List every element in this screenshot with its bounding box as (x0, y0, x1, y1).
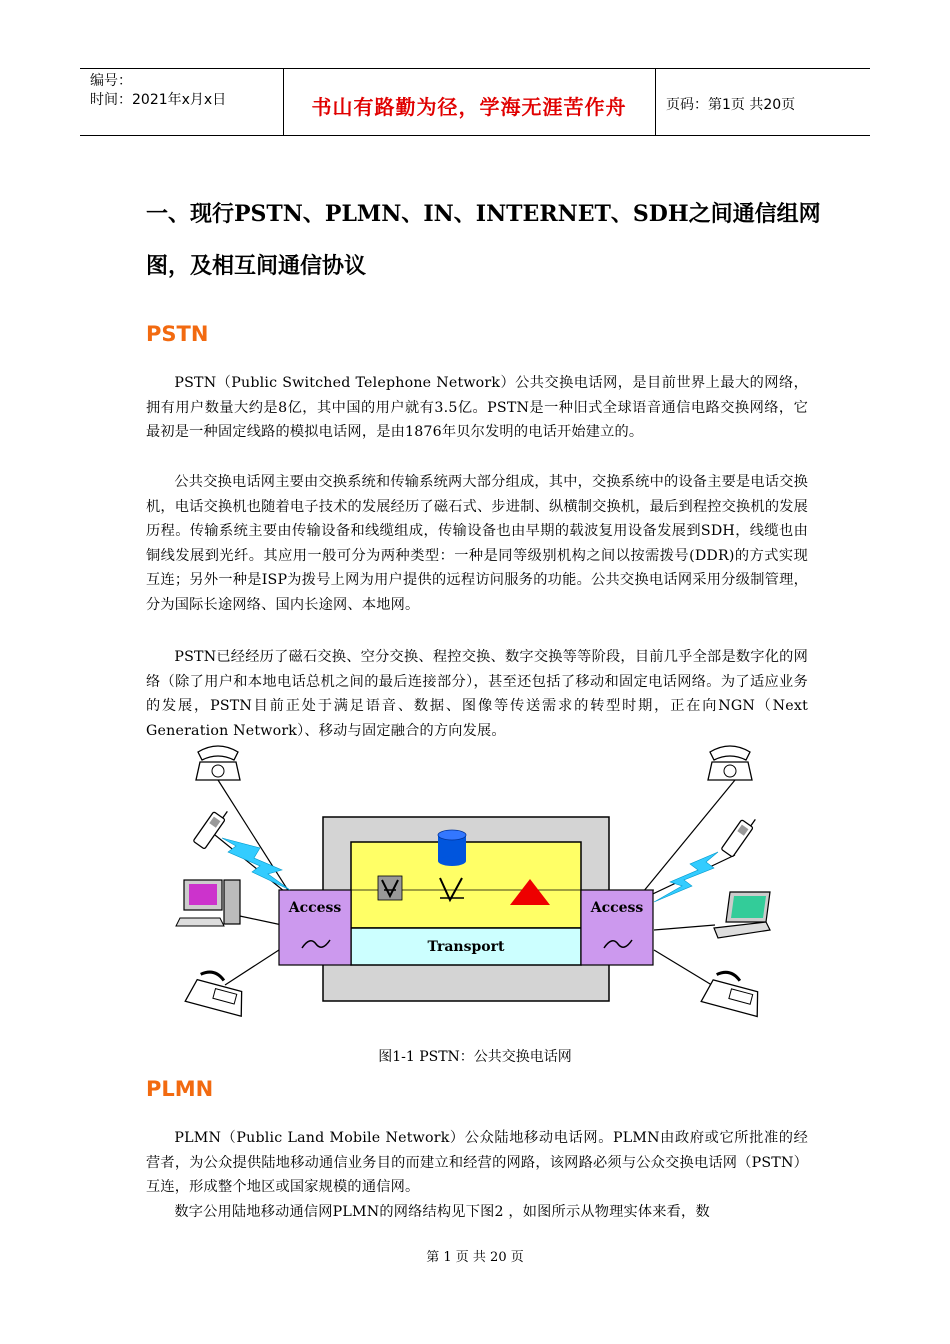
switch-icon (378, 876, 402, 900)
header-number-label: 编号： (90, 73, 132, 89)
pstn-paragraph-2: 公共交换电话网主要由交换系统和传输系统两大部分组成，其中，交换系统中的设备主要是电话交换机，电话交换机也随着电子技术的发展经历了磁石式、步进制、纵横制交换机，最后到程控交换机的发展历程。传输系统主要由传输设备和线缆组成，传输设备也由早期的载波复用设备发展到SDH，线缆也由铜线发展到光纤。其应用一般可分为两种类型：一种是同等级别机构之间以按需拨号(DDR)的方式实现互连；另外一种是ISP为拨号上网为用户提供的远程访问服务的功能。公共交换电话网采用分级制管理，分为国际长途网络、国内长途网、本地网。 (146, 474, 808, 613)
mobile-phone-icon-right (721, 813, 758, 857)
plmn-paragraph-2: 数字公用陆地移动通信网PLMN的网络结构见下图2 ，如图所示从物理实体来看，数 (174, 1204, 710, 1220)
header-page-cell (656, 69, 870, 135)
pstn-paragraph-1: PSTN（Public Switched Telephone Network）公共交换电话网，是目前世界上最大的网络，拥有用户数量大约是8亿，其中国的用户就有3.5亿。PSTN是一种旧式全球语音通信电路交换网络，它最初是一种固定线路的模拟电话网，是由1876年贝尔发明的电话开始建立的。 (146, 375, 808, 441)
header-page-label: 页码：第1页 共20页 (666, 97, 796, 113)
access-label-left: Access (288, 900, 342, 916)
plmn-paragraph-1: PLMN（Public Land Mobile Network）公众陆地移动电话网。PLMN由政府或它所批准的经营者，为公众提供陆地移动通信业务目的而建立和经营的网路，该网路必须与公众交换电话网（PSTN）互连，形成整个地区或国家规模的通信网。 (146, 1130, 808, 1196)
header-motto: 书山有路勤为径，学海无涯苦作舟 (311, 95, 627, 119)
database-icon (438, 830, 466, 866)
document-header (80, 68, 870, 136)
wireless-bolt-right-icon (654, 852, 718, 902)
telephone-icon-right (708, 746, 752, 780)
header-motto-cell (283, 69, 656, 135)
section-heading-pstn: PSTN (146, 322, 209, 346)
desktop-computer-icon (176, 880, 240, 926)
laptop-icon (714, 892, 770, 938)
page-footer: 第 1 页 共 20 页 (426, 1250, 524, 1265)
access-label-right: Access (590, 900, 644, 916)
header-time-label: 时间：2021年x月x日 (90, 92, 227, 108)
header-meta-cell (80, 69, 284, 135)
pstn-paragraph-3: PSTN已经经历了磁石交换、空分交换、程控交换、数字交换等等阶段，目前几乎全部是数字化的网络（除了用户和本地电话总机之间的最后连接部分），甚至还包括了移动和固定电话网络。为了适应业务的发展，PSTN目前正处于满足语音、数据、图像等传送需求的转型时期，正在向NGN（Next Generation Network）、移动与固定融合的方向发展。 (146, 649, 808, 739)
telephone-icon-left (196, 746, 240, 780)
figure-caption: 图1-1 PSTN：公共交换电话网 (378, 1049, 572, 1065)
section-heading-plmn: PLMN (146, 1077, 214, 1101)
transport-label: Transport (427, 939, 505, 955)
pstn-network-diagram (170, 740, 780, 1030)
fax-machine-icon-right (701, 968, 766, 1017)
document-title: 一、现行PSTN、PLMN、IN、INTERNET、SDH之间通信组网图，及相互间通信协议 (146, 201, 821, 279)
